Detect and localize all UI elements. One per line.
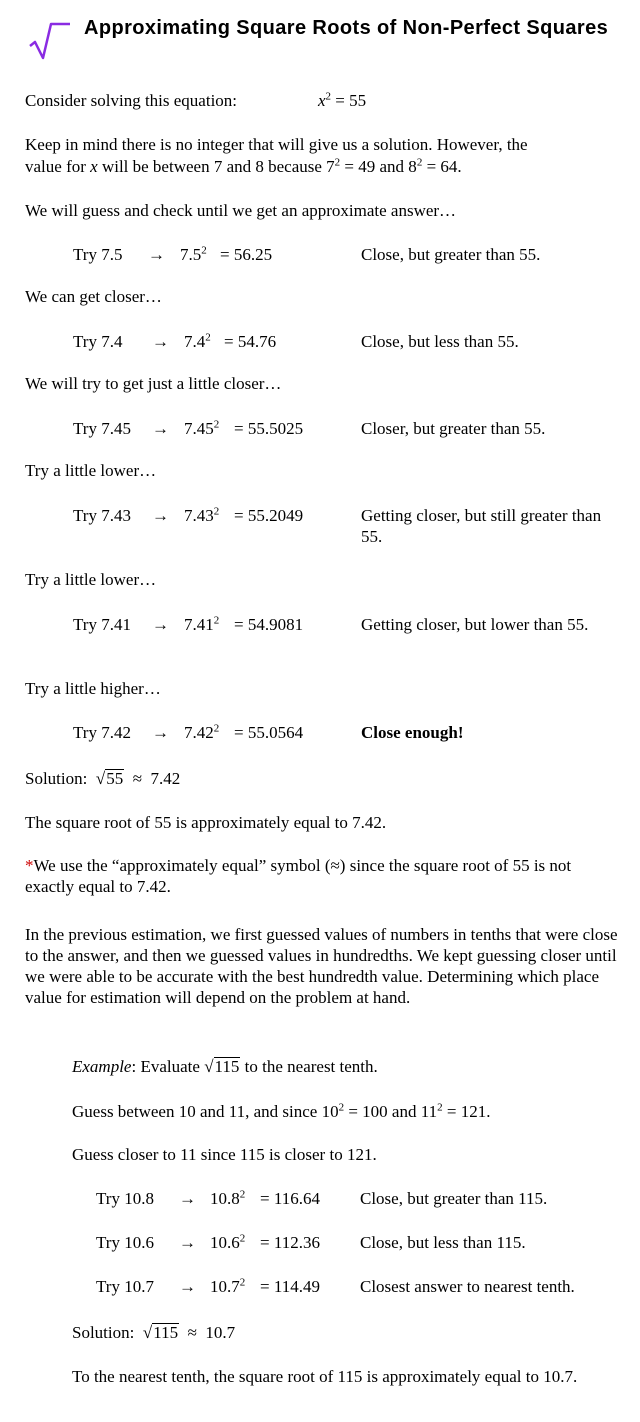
step-comment: Getting closer, but still greater than 55. <box>361 506 602 546</box>
example-heading: Example: Evaluate √115 to the nearest tenth. <box>72 1057 378 1076</box>
step-square: 7.43$^2$ <box>184 505 220 525</box>
step-lead: Try a little lower… <box>25 461 157 480</box>
example-step-square: 10.8$^2$ <box>210 1188 246 1208</box>
example-step-result: = 116.64 <box>260 1189 320 1208</box>
solution-55: Solution: √55 ≈ 7.42 <box>25 769 181 788</box>
step-result: = 55.2049 <box>234 506 304 525</box>
example-solution: Solution: √115 ≈ 10.7 <box>72 1323 236 1342</box>
example-step-comment: Close, but greater than 115. <box>360 1189 548 1208</box>
step-square: $7.4^2$ <box>184 331 211 351</box>
step-try: Try 7.4 <box>73 332 123 351</box>
statement-55: The square root of 55 is approximately equal to 7.42. <box>25 813 387 832</box>
example-step-result: = 114.49 <box>260 1277 320 1296</box>
main-equation: $x^2 = 55$ <box>318 90 367 110</box>
radical-icon: √ <box>95 769 106 788</box>
arrow-icon: → <box>152 419 169 438</box>
step-result: = 54.76 <box>224 332 277 351</box>
step-comment: Close, but greater than 55. <box>361 245 541 264</box>
step-comment: Closer, but greater than 55. <box>361 419 546 438</box>
square-root-logo-icon <box>26 22 72 62</box>
step-try: Try 7.43 <box>73 506 131 525</box>
step-result: = 55.5025 <box>234 419 304 438</box>
example-conclusion: To the nearest tenth, the square root of 115 is approximately equal to 10.7. <box>72 1367 578 1386</box>
arrow-icon: → <box>152 332 169 351</box>
consider-text: Consider solving this equation: <box>25 91 238 110</box>
step-square: 7.41$^2$ <box>184 614 220 634</box>
step-comment: Getting closer, but lower than 55. <box>361 615 589 634</box>
example-step-square: 10.6$^2$ <box>210 1232 246 1252</box>
example-guess-closer: Guess closer to 11 since 115 is closer to 121. <box>72 1145 377 1164</box>
arrow-icon: → <box>179 1233 196 1252</box>
page-title: Approximating Square Roots of Non-Perfect Squares <box>84 17 609 39</box>
step-comment: Close, but less than 55. <box>361 332 519 351</box>
arrow-icon: → <box>152 723 169 742</box>
step-square: $7.5^2$ <box>180 244 207 264</box>
arrow-icon: → <box>152 615 169 634</box>
arrow-icon: → <box>152 506 169 525</box>
keep-mind-text: Keep in mind there is no integer that will give us a solution. However, the <box>25 135 528 154</box>
step-try: Try 7.41 <box>73 615 131 634</box>
arrow-icon: → <box>148 245 165 264</box>
step-lead: Try a little lower… <box>25 570 157 589</box>
example-step-try: Try 10.8 <box>96 1189 154 1208</box>
radical-icon: √ <box>204 1057 214 1076</box>
guess-check-text: We will guess and check until we get an approximate answer… <box>25 201 457 220</box>
step-try: Try 7.42 <box>73 723 131 742</box>
step-result: = 55.0564 <box>234 723 304 742</box>
arrow-icon: → <box>179 1189 196 1208</box>
example-step-comment: Closest answer to nearest tenth. <box>360 1277 575 1296</box>
step-square: 7.42$^2$ <box>184 722 220 742</box>
step-result: = 54.9081 <box>234 615 304 634</box>
step-square: 7.45$^2$ <box>184 418 220 438</box>
arrow-icon: → <box>179 1277 196 1296</box>
approx-note: *We use the “approximately equal” symbol (≈) since the square root of 55 is not exactly equal to 7.42. <box>25 856 572 896</box>
estimation-paragraph: In the previous estimation, we first guessed values of numbers in tenths that were close to the answer, and then we guessed values in hundredths. We kept guessing closer until we were able to be accurate with the best hundredth value. Determining which place value for estimation will depend on the problem at hand. <box>25 925 618 1007</box>
example-step-comment: Close, but less than 115. <box>360 1233 526 1252</box>
example-step-try: Try 10.6 <box>96 1233 154 1252</box>
example-step-result: = 112.36 <box>260 1233 320 1252</box>
step-try: Try 7.5 <box>73 245 123 264</box>
example-guess-between: Guess between 10 and 11, and since $10^2 = 100$ and $11^2 = 121$. <box>72 1101 491 1121</box>
step-comment-final: Close enough! <box>361 723 464 742</box>
step-lead: We will try to get just a little closer… <box>25 374 282 393</box>
step-lead: We can get closer… <box>25 287 162 306</box>
step-lead: Try a little higher… <box>25 679 161 698</box>
radical-icon: √ <box>142 1323 153 1342</box>
step-try: Try 7.45 <box>73 419 131 438</box>
value-between-text: value for x will be between 7 and 8 because $7^2 = 49$ and $8^2 = 64$. <box>25 156 462 176</box>
example-step-square: 10.7$^2$ <box>210 1276 246 1296</box>
step-result: = 56.25 <box>220 245 273 264</box>
example-step-try: Try 10.7 <box>96 1277 154 1296</box>
